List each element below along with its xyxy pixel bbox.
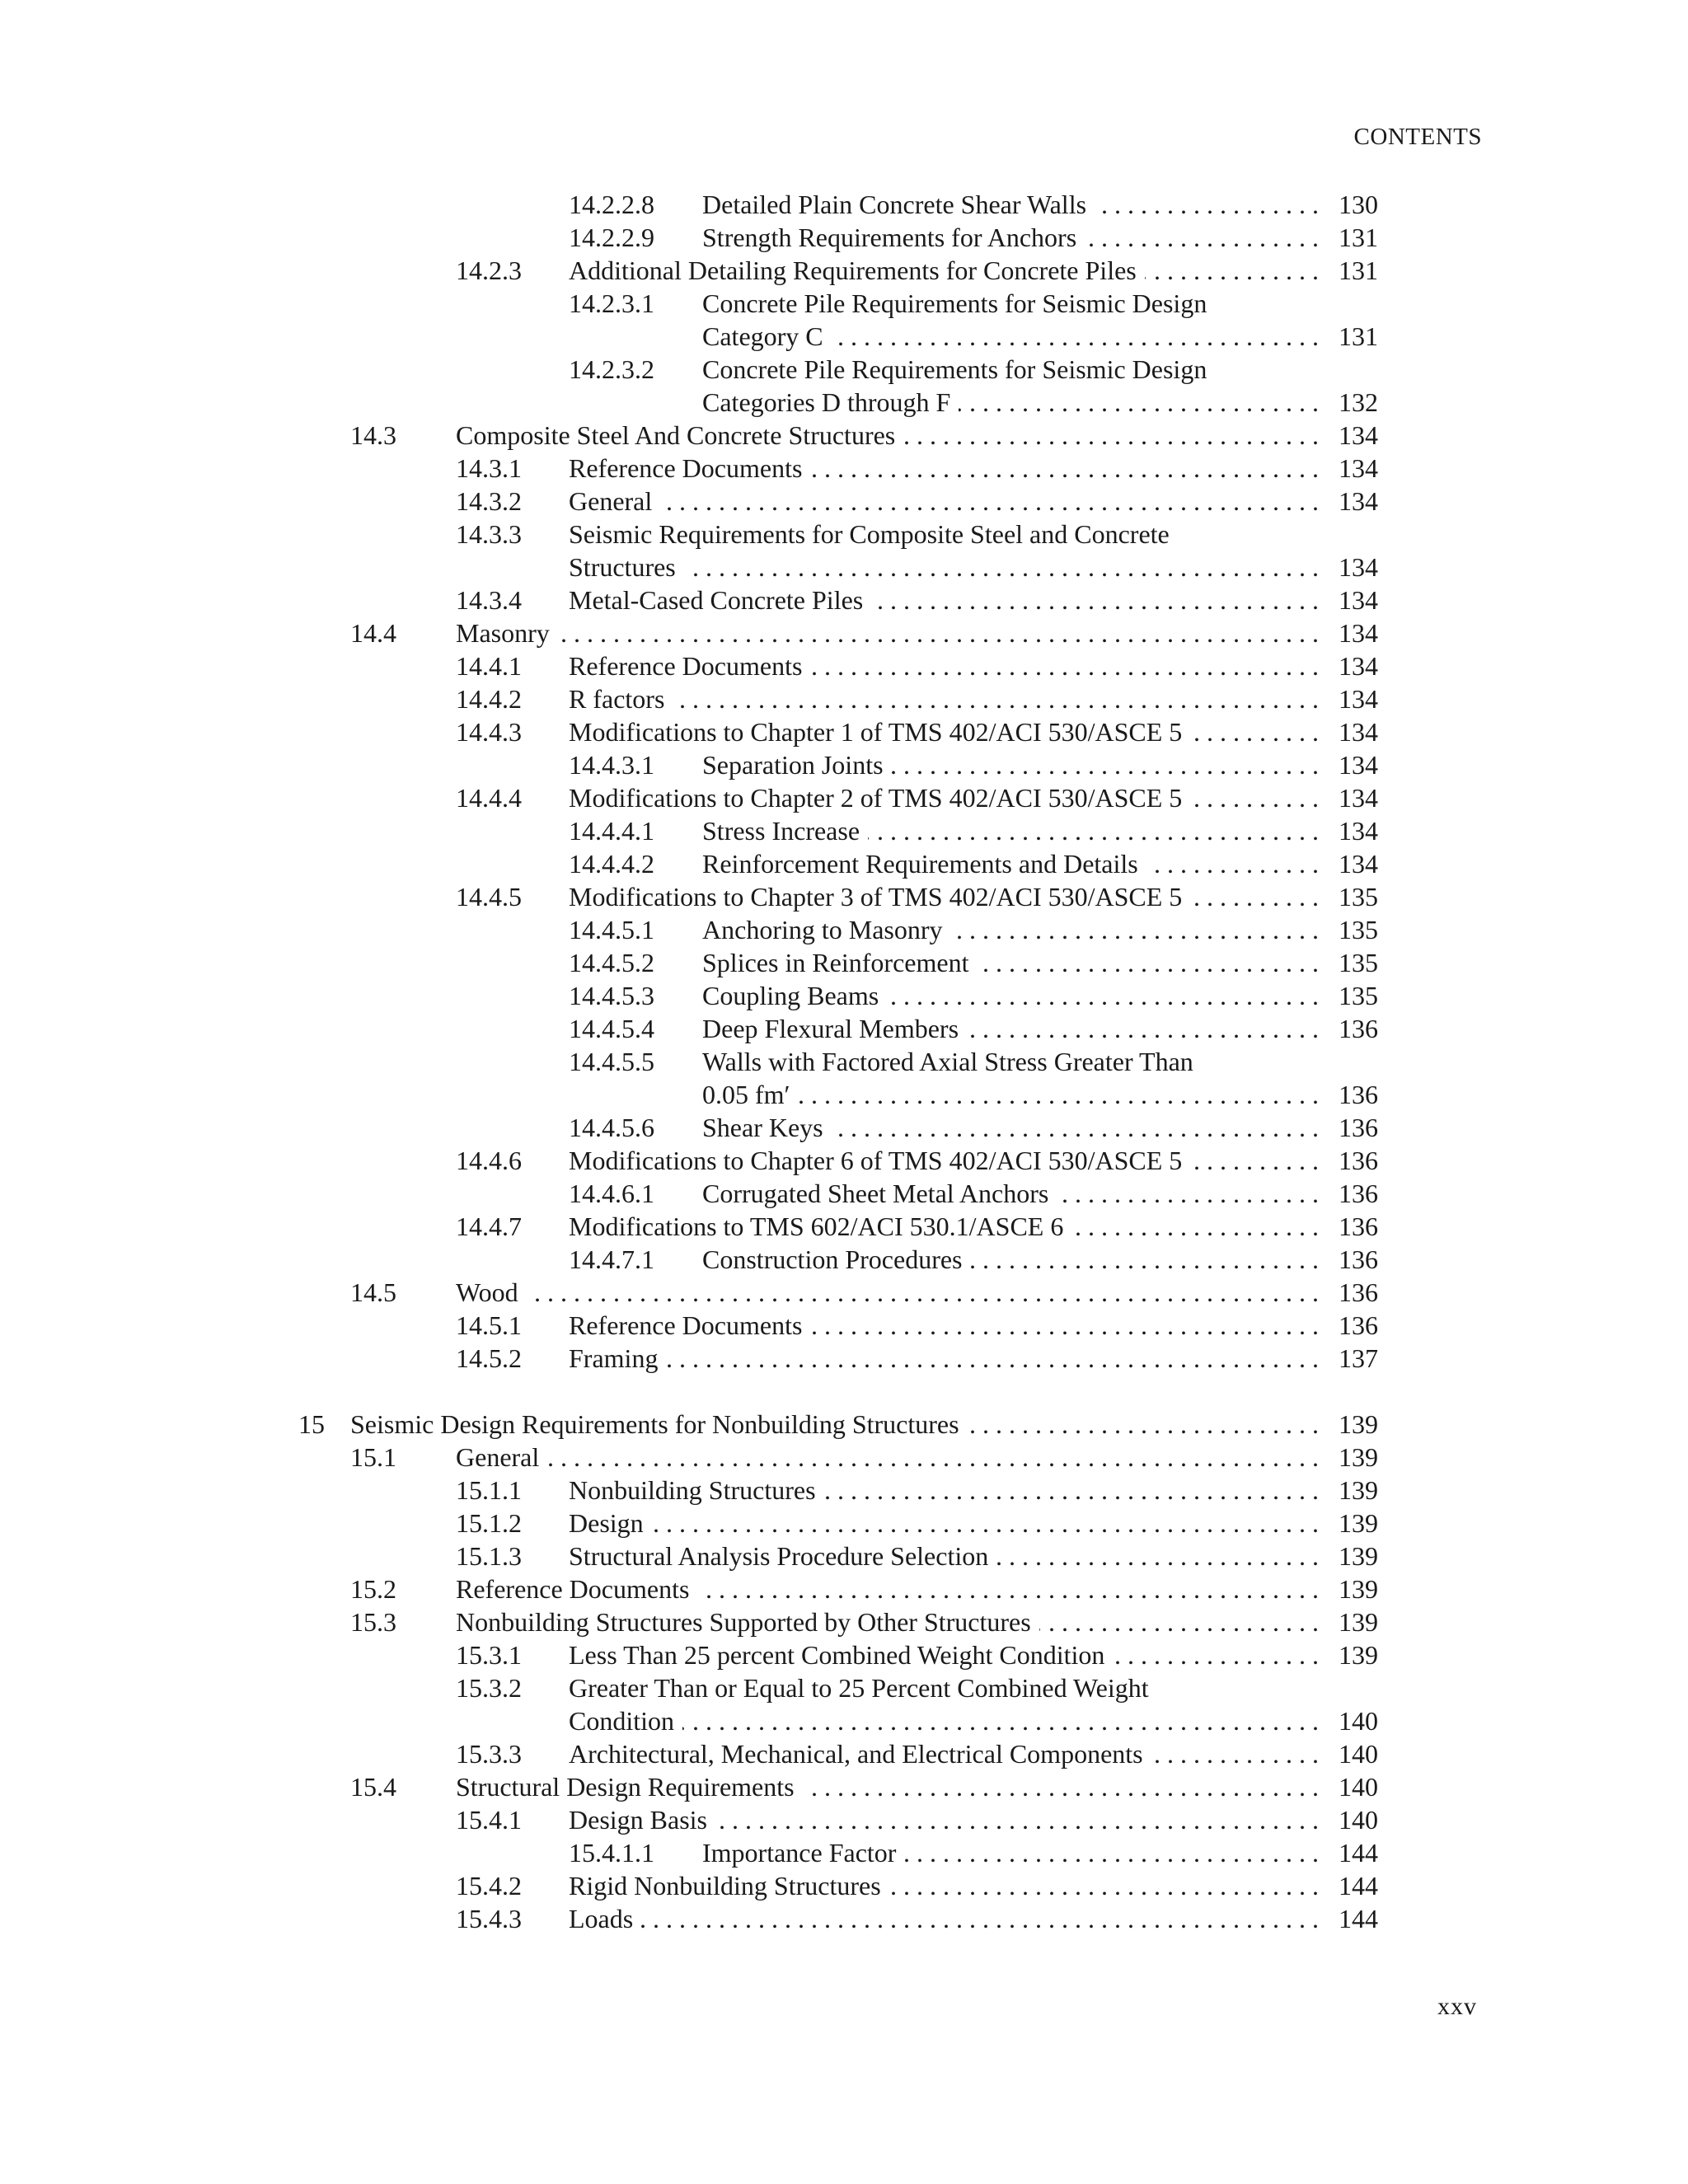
toc-entry-title: [702, 1012, 1319, 1045]
toc-entry-title: [569, 1902, 1319, 1935]
toc-entry-title-text: Reference Documents: [569, 651, 810, 681]
toc-entry-title: [702, 1111, 1319, 1144]
toc-entry-title-text: Modifications to Chapter 2 of TMS 402/ACI 530/ASCE 5: [569, 783, 1190, 813]
toc-entry-title: [569, 649, 1319, 682]
toc-entry: [0, 913, 1378, 946]
toc-entry: [0, 1342, 1378, 1375]
toc-entry-number: 14.5.2: [456, 1343, 522, 1373]
toc-entry-title-text: 0.05 fm′: [702, 1080, 799, 1109]
toc-entry-title-text: Wood: [456, 1277, 527, 1307]
toc-entry-number: 15.4.1: [456, 1805, 522, 1835]
toc-entry: [0, 946, 1378, 979]
toc-entry: [0, 1243, 1378, 1276]
toc-entry-title: [702, 946, 1319, 979]
toc-entry-title-text: Construction Procedures: [702, 1244, 971, 1274]
toc-entry-number: 14.3: [350, 420, 396, 450]
toc-entry-page: 131: [1339, 255, 1378, 285]
toc-entry-title-text: Design Basis: [569, 1805, 715, 1835]
toc-entry-title: [350, 1408, 1319, 1441]
toc-entry-number: 14.4.4.1: [569, 816, 654, 846]
toc-entry-title: [456, 1572, 1319, 1605]
toc-entry-page: 134: [1339, 486, 1378, 516]
toc-entry-title-text: Metal-Cased Concrete Piles: [569, 585, 871, 615]
toc-entry: [0, 1045, 1378, 1078]
toc-entry-title: [702, 1045, 1319, 1078]
toc-entry-number: 14.4.3: [456, 717, 522, 747]
toc-entry: [0, 419, 1378, 452]
toc-entry-number: 14.4.5.1: [569, 915, 654, 944]
toc-entry: [0, 1540, 1378, 1572]
toc-entry: [0, 715, 1378, 748]
toc-entry-number: 15.3.3: [456, 1739, 522, 1769]
toc-entry: [0, 1737, 1378, 1770]
toc-entry-page: 136: [1339, 1212, 1378, 1241]
toc-entry: [0, 1309, 1378, 1342]
toc-entry-title-text: Condition: [569, 1706, 682, 1736]
toc-entry-title-text: Coupling Beams: [702, 981, 887, 1010]
toc-entry-number: 14.4.5.5: [569, 1047, 654, 1076]
toc-entry-number: 14.5.1: [456, 1310, 522, 1340]
toc-entry: [0, 847, 1378, 880]
toc-entry-title: [702, 320, 1319, 353]
toc-entry-title-text: Reinforcement Requirements and Details: [702, 849, 1146, 879]
toc-entry: [0, 1770, 1378, 1803]
toc-entry-page: 134: [1339, 750, 1378, 780]
toc-entry-title-text: Strength Requirements for Anchors: [702, 223, 1085, 252]
toc-entry-title: [456, 1770, 1319, 1803]
toc-entry-number: 14.4.5: [456, 882, 522, 912]
toc-entry-number: 15.3: [350, 1607, 396, 1637]
toc-entry-title: [569, 781, 1319, 814]
toc-entry-title-text: Modifications to Chapter 6 of TMS 402/ACI 530/ASCE 5: [569, 1146, 1190, 1175]
toc-entry: [0, 979, 1378, 1012]
toc-entry-title: [569, 1474, 1319, 1507]
toc-entry-number: 14.4.5.4: [569, 1014, 654, 1043]
toc-entry-title-text: Modifications to Chapter 3 of TMS 402/ACI 530/ASCE 5: [569, 882, 1190, 912]
toc-entry-number: 15.1.2: [456, 1508, 522, 1538]
table-of-contents: [0, 188, 1378, 1935]
toc-entry-page: 144: [1339, 1871, 1378, 1900]
toc-entry-title: [702, 287, 1319, 320]
toc-entry-title: [569, 1737, 1319, 1770]
toc-entry-title: [702, 386, 1319, 419]
toc-entry-number: 14.3.3: [456, 519, 522, 549]
toc-entry-title-text: Rigid Nonbuilding Structures: [569, 1871, 889, 1900]
toc-entry-title-text: Modifications to Chapter 1 of TMS 402/ACI 530/ASCE 5: [569, 717, 1190, 747]
toc-entry-number: 14.3.1: [456, 453, 522, 483]
toc-entry-title: [569, 485, 1319, 518]
toc-entry-number: 14.5: [350, 1277, 396, 1307]
toc-entry: [0, 1441, 1378, 1474]
toc-entry-page: 139: [1339, 1409, 1378, 1439]
toc-entry-number: 15.4: [350, 1772, 396, 1802]
toc-entry-page: 136: [1339, 1014, 1378, 1043]
toc-entry-title-text: Anchoring to Masonry: [702, 915, 951, 944]
toc-entry-page: 134: [1339, 618, 1378, 648]
toc-entry-number: 14.4.5.6: [569, 1113, 654, 1142]
toc-entry-number: 14.4.1: [456, 651, 522, 681]
toc-entry-page: 135: [1339, 981, 1378, 1010]
toc-entry-page: 131: [1339, 223, 1378, 252]
toc-entry: [0, 1276, 1378, 1309]
toc-entry: [0, 551, 1378, 583]
toc-entry-page: 134: [1339, 453, 1378, 483]
toc-entry-title-text: Reference Documents: [569, 453, 810, 483]
toc-entry-number: 15.1.3: [456, 1541, 522, 1571]
toc-entry: [0, 1638, 1378, 1671]
toc-entry-title-text: Structural Analysis Procedure Selection: [569, 1541, 996, 1571]
toc-entry-title: [702, 847, 1319, 880]
toc-entry-page: 134: [1339, 717, 1378, 747]
toc-entry-number: 14.4.4.2: [569, 849, 654, 879]
toc-entry-number: 14.4.7: [456, 1212, 522, 1241]
toc-entry-title: [702, 1243, 1319, 1276]
toc-entry-page: 140: [1339, 1706, 1378, 1736]
toc-entry: [0, 1210, 1378, 1243]
toc-entry: [0, 649, 1378, 682]
toc-entry-title-text: Framing: [569, 1343, 666, 1373]
toc-entry-number: 15.4.3: [456, 1904, 522, 1933]
toc-entry-number: 14.4.4: [456, 783, 522, 813]
toc-entry-title-text: Structural Design Requirements: [456, 1772, 803, 1802]
toc-entry-number: 15.4.1.1: [569, 1838, 654, 1868]
toc-entry: [0, 221, 1378, 254]
toc-entry-page: 134: [1339, 816, 1378, 846]
toc-entry-page: 134: [1339, 585, 1378, 615]
toc-entry-title: [569, 1671, 1319, 1704]
toc-entry-title: [456, 616, 1319, 649]
toc-entry-number: 14.3.2: [456, 486, 522, 516]
toc-entry-page: 136: [1339, 1113, 1378, 1142]
toc-entry-page: 134: [1339, 783, 1378, 813]
toc-entry: [0, 518, 1378, 551]
toc-entry-page: 132: [1339, 387, 1378, 417]
toc-entry-page: 135: [1339, 882, 1378, 912]
toc-entry: [0, 188, 1378, 221]
toc-entry: [0, 1507, 1378, 1540]
toc-entry-title: [569, 254, 1319, 287]
toc-entry-title-text: Nonbuilding Structures Supported by Other Structures: [456, 1607, 1039, 1637]
toc-entry-title-text: Composite Steel And Concrete Structures: [456, 420, 903, 450]
toc-entry: [0, 1572, 1378, 1605]
toc-entry: [0, 353, 1378, 386]
toc-entry-title-text: Seismic Design Requirements for Nonbuilding Structures: [350, 1409, 968, 1439]
toc-entry-title-text: Masonry: [456, 618, 558, 648]
toc-entry: [0, 1144, 1378, 1177]
toc-entry-number: 14.4.7.1: [569, 1244, 654, 1274]
toc-entry-title-text: Nonbuilding Structures: [569, 1475, 824, 1505]
toc-entry-title-text: Separation Joints: [702, 750, 892, 780]
toc-entry-title: [569, 682, 1319, 715]
toc-entry-page: 136: [1339, 1310, 1378, 1340]
toc-entry-number: 14.3.4: [456, 585, 522, 615]
toc-entry-page: 136: [1339, 1179, 1378, 1208]
toc-entry-title: [456, 419, 1319, 452]
toc-entry-title: [456, 1441, 1319, 1474]
toc-entry-page: 135: [1339, 948, 1378, 977]
toc-entry: [0, 1869, 1378, 1902]
toc-entry-page: 137: [1339, 1343, 1378, 1373]
toc-entry-page: 136: [1339, 1080, 1378, 1109]
toc-entry-title: [569, 715, 1319, 748]
toc-entry-page: 140: [1339, 1772, 1378, 1802]
toc-entry-title-text: Corrugated Sheet Metal Anchors: [702, 1179, 1057, 1208]
toc-entry: [0, 1605, 1378, 1638]
toc-entry-title: [569, 551, 1319, 583]
toc-entry: [0, 583, 1378, 616]
toc-entry: [0, 814, 1378, 847]
toc-entry-title-text: R factors: [569, 684, 673, 714]
toc-entry: [0, 748, 1378, 781]
toc-entry-page: 134: [1339, 849, 1378, 879]
toc-entry: [0, 1474, 1378, 1507]
toc-entry: [0, 880, 1378, 913]
toc-entry-title: [702, 1078, 1319, 1111]
toc-entry-number: 14.4.5.2: [569, 948, 654, 977]
toc-entry-title-text: Concrete Pile Requirements for Seismic Design: [702, 288, 1215, 318]
toc-entry: [0, 452, 1378, 485]
toc-entry: [0, 616, 1378, 649]
toc-entry-title: [569, 1803, 1319, 1836]
toc-entry-title-text: Walls with Factored Axial Stress Greater Than: [702, 1047, 1202, 1076]
toc-entry-number: 15: [298, 1409, 325, 1439]
toc-entry-page: 130: [1339, 190, 1378, 219]
toc-entry: [0, 1704, 1378, 1737]
toc-entry-number: 14.4.6: [456, 1146, 522, 1175]
toc-entry-title-text: Additional Detailing Requirements for Concrete Piles: [569, 255, 1145, 285]
running-head: CONTENTS: [1353, 124, 1482, 150]
toc-entry-title-text: Architectural, Mechanical, and Electrical Components: [569, 1739, 1151, 1769]
toc-entry-title: [702, 1177, 1319, 1210]
toc-entry-page: 139: [1339, 1475, 1378, 1505]
toc-entry-number: 15.2: [350, 1574, 396, 1604]
toc-entry-number: 14.4: [350, 618, 396, 648]
toc-entry-number: 15.4.2: [456, 1871, 522, 1900]
toc-entry-title: [569, 1309, 1319, 1342]
toc-entry-title-text: Design: [569, 1508, 652, 1538]
toc-entry-number: 14.2.2.8: [569, 190, 654, 219]
toc-entry-page: 131: [1339, 321, 1378, 351]
toc-entry-title-text: Seismic Requirements for Composite Steel and Concrete: [569, 519, 1178, 549]
toc-entry-title: [569, 518, 1319, 551]
toc-entry-number: 15.3.1: [456, 1640, 522, 1670]
toc-entry-title-text: Structures: [569, 552, 684, 582]
page-number: xxv: [1437, 1993, 1477, 2020]
toc-entry-title: [702, 979, 1319, 1012]
toc-entry-page: 139: [1339, 1541, 1378, 1571]
toc-entry-number: 15.1: [350, 1442, 396, 1472]
toc-entry: [0, 1803, 1378, 1836]
toc-entry-title: [569, 1507, 1319, 1540]
toc-entry-title-text: Stress Increase: [702, 816, 868, 846]
toc-entry-title-text: Reference Documents: [456, 1574, 697, 1604]
toc-entry-title-text: Loads: [569, 1904, 641, 1933]
toc-entry-page: 140: [1339, 1805, 1378, 1835]
toc-entry-page: 134: [1339, 552, 1378, 582]
toc-entry-page: 135: [1339, 915, 1378, 944]
toc-entry-number: 14.4.3.1: [569, 750, 654, 780]
toc-entry-title: [569, 583, 1319, 616]
toc-entry-number: 14.2.3.1: [569, 288, 654, 318]
toc-entry: [0, 1836, 1378, 1869]
toc-entry-page: 139: [1339, 1607, 1378, 1637]
toc-entry: [0, 1671, 1378, 1704]
toc-entry-title: [702, 913, 1319, 946]
toc-entry-title: [569, 1869, 1319, 1902]
toc-entry-page: 139: [1339, 1640, 1378, 1670]
toc-entry-number: 14.4.6.1: [569, 1179, 654, 1208]
toc-entry: [0, 682, 1378, 715]
toc-entry-title: [702, 1836, 1319, 1869]
toc-entry-title-text: General: [456, 1442, 547, 1472]
toc-entry-number: 14.2.3.2: [569, 354, 654, 384]
toc-entry: [0, 1078, 1378, 1111]
toc-entry-title: [702, 221, 1319, 254]
toc-entry-title-text: Reference Documents: [569, 1310, 810, 1340]
toc-entry: [0, 781, 1378, 814]
toc-entry-title-text: Greater Than or Equal to 25 Percent Combined Weight: [569, 1673, 1157, 1703]
toc-entry-title: [569, 1210, 1319, 1243]
toc-entry-title: [569, 452, 1319, 485]
toc-entry-title: [569, 1704, 1319, 1737]
toc-entry-number: 14.4.2: [456, 684, 522, 714]
toc-entry-number: 14.2.3: [456, 255, 522, 285]
toc-entry-page: 134: [1339, 651, 1378, 681]
toc-entry-number: 15.3.2: [456, 1673, 522, 1703]
toc-entry-title-text: Concrete Pile Requirements for Seismic Design: [702, 354, 1215, 384]
toc-entry: [0, 386, 1378, 419]
toc-entry: [0, 485, 1378, 518]
toc-entry-title: [456, 1276, 1319, 1309]
toc-entry-page: 139: [1339, 1508, 1378, 1538]
toc-entry-title-text: Categories D through F: [702, 387, 959, 417]
toc-entry: [0, 1111, 1378, 1144]
toc-entry-page: 140: [1339, 1739, 1378, 1769]
toc-entry-title: [702, 188, 1319, 221]
toc-entry-page: 139: [1339, 1442, 1378, 1472]
toc-entry: [0, 254, 1378, 287]
toc-entry-title: [702, 353, 1319, 386]
toc-entry: [0, 320, 1378, 353]
toc-entry-title-text: Splices in Reinforcement: [702, 948, 977, 977]
toc-entry-title-text: Less Than 25 percent Combined Weight Condition: [569, 1640, 1113, 1670]
toc-entry: [0, 1012, 1378, 1045]
toc-entry-title-text: General: [569, 486, 660, 516]
toc-entry-page: 134: [1339, 684, 1378, 714]
toc-entry-title-text: Detailed Plain Concrete Shear Walls: [702, 190, 1095, 219]
toc-entry-page: 139: [1339, 1574, 1378, 1604]
toc-entry-page: 136: [1339, 1146, 1378, 1175]
toc-entry: [0, 1177, 1378, 1210]
toc-entry: [0, 287, 1378, 320]
toc-entry-title: [569, 1342, 1319, 1375]
toc-entry-page: 144: [1339, 1904, 1378, 1933]
toc-entry-number: 14.4.5.3: [569, 981, 654, 1010]
toc-entry: [0, 1408, 1378, 1441]
toc-entry-title: [569, 1540, 1319, 1572]
toc-entry-title: [569, 1144, 1319, 1177]
toc-entry-page: 144: [1339, 1838, 1378, 1868]
toc-entry-title: [569, 880, 1319, 913]
toc-entry-title-text: Importance Factor: [702, 1838, 904, 1868]
toc-entry-number: 15.1.1: [456, 1475, 522, 1505]
toc-entry-page: 136: [1339, 1277, 1378, 1307]
toc-entry-page: 134: [1339, 420, 1378, 450]
toc-entry-title-text: Category C: [702, 321, 832, 351]
toc-entry-number: 14.2.2.9: [569, 223, 654, 252]
toc-entry-title: [456, 1605, 1319, 1638]
toc-entry-title-text: Modifications to TMS 602/ACI 530.1/ASCE 6: [569, 1212, 1071, 1241]
toc-entry-title: [702, 814, 1319, 847]
toc-entry: [0, 1902, 1378, 1935]
toc-entry-title: [702, 748, 1319, 781]
toc-entry-title-text: Shear Keys: [702, 1113, 832, 1142]
toc-entry-page: 136: [1339, 1244, 1378, 1274]
toc-entry-title-text: Deep Flexural Members: [702, 1014, 967, 1043]
toc-entry-title: [569, 1638, 1319, 1671]
